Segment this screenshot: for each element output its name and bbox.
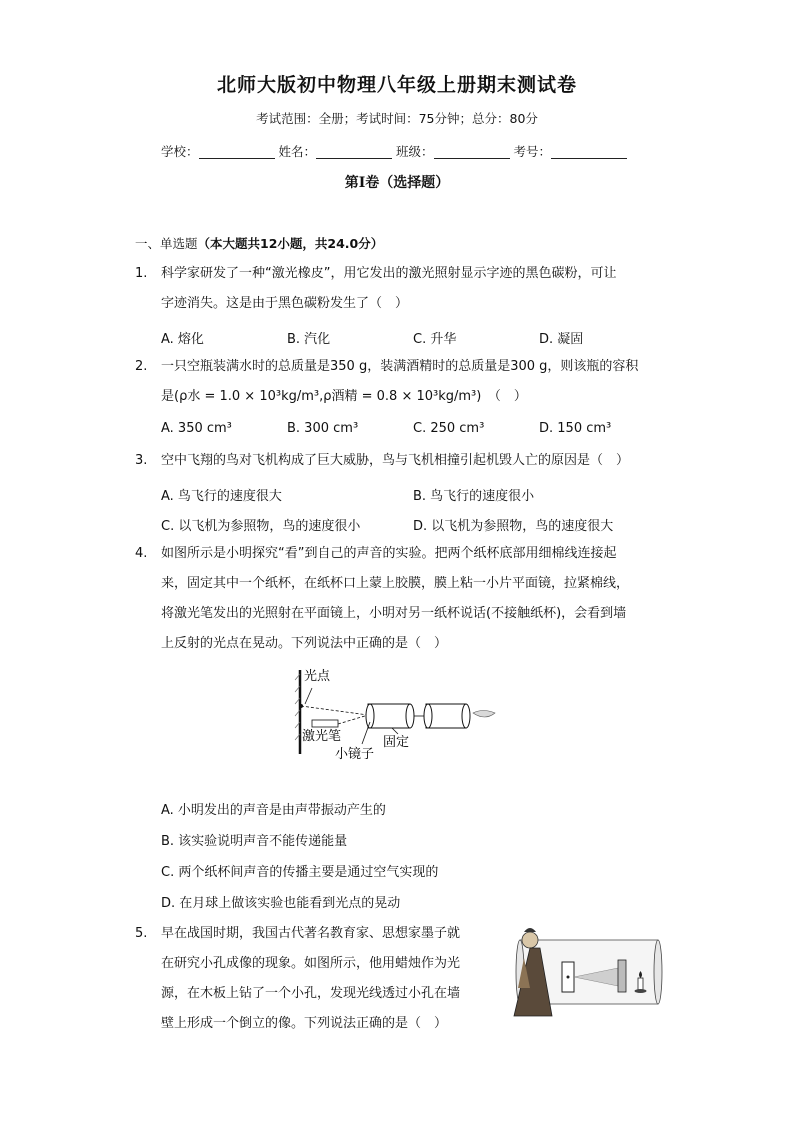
section-heading [135,234,383,252]
option-a: A. 小明发出的声音是由声带振动产生的 [161,803,386,818]
mozi-head [522,932,538,948]
fixed-pointer [392,728,398,734]
fixed-label: 固定 [383,735,410,750]
incident-ray [338,715,368,724]
question-stem-line: 字迹消失。这是由于黑色碳粉发生了（ ） [161,296,409,311]
option-d: D. 凝固 [539,332,584,347]
section-detail: （本大题共12小题，共24.0分） [197,236,384,251]
question-stem-line: 上反射的光点在晃动。下列说法中正确的是（ ） [161,636,448,651]
mirror-label: 小镜子 [335,747,375,762]
question-stem-line: 源，在木板上钻了一个小孔，发现光线透过小孔在墙 [161,986,461,1001]
question-stem-line: 空中飞翔的鸟对飞机构成了巨大威胁，鸟与飞机相撞引起机毁人亡的原因是（ ） [161,453,630,468]
option-a: A. 熔化 [161,332,204,347]
question-stem-line: 在研究小孔成像的现象。如图所示，他用蜡烛作为光 [161,956,461,971]
school-blank [199,144,275,159]
number-blank [551,144,627,159]
mirror-pointer [362,722,370,744]
question-number: 2. [135,359,148,374]
question-stem-line: 科学家研发了一种“激光橡皮”，用它发出的激光照射显示字迹的黑色碳粉，可让 [161,266,617,281]
reflected-ray [301,706,368,715]
class-label: 班级： [396,144,434,159]
student-info-fields [161,142,627,160]
question-number: 3. [135,453,148,468]
question-3 [135,446,655,476]
question-stem-line: 是(ρ水 = 1.0 × 10³kg/m³,ρ酒精 = 0.8 × 10³kg/m³) （ ） [161,389,527,404]
option-c: C. 以飞机为参照物，鸟的速度很小 [161,519,361,534]
option-c: C. 升华 [413,332,457,347]
question-stem-line: 壁上形成一个倒立的像。下列说法正确的是（ ） [161,1016,448,1031]
name-blank [316,144,392,159]
question-1 [135,259,655,319]
school-label: 学校： [161,144,199,159]
option-d: D. 以飞机为参照物，鸟的速度很大 [413,519,614,534]
laser-label: 激光笔 [302,729,342,744]
name-label: 姓名： [278,144,317,159]
class-blank [434,144,510,159]
option-b: B. 300 cm³ [287,421,359,436]
screen-wall [618,960,626,992]
option-b: B. 该实验说明声音不能传递能量 [161,834,348,849]
number-label: 考号： [513,144,552,159]
lips-icon [473,711,495,718]
pinhole-imaging-figure [500,918,665,1018]
page-title: 北师大版初中物理八年级上册期末测试卷 [216,74,577,96]
sound-experiment-figure [290,664,505,764]
exam-info: 考试范围：全册；考试时间：75分钟；总分：80分 [256,111,538,126]
laser-pen [312,720,338,727]
option-a: A. 350 cm³ [161,421,232,436]
option-d: D. 150 cm³ [539,421,612,436]
section-prefix: 一、单选题 [135,236,198,251]
option-b: B. 汽化 [287,332,331,347]
candle-icon [638,978,643,990]
volume-title: 第I卷（选择题） [344,175,450,191]
question-stem-line: 将激光笔发出的光照射在平面镜上，小明对另一纸杯说话(不接触纸杯)，会看到墙 [161,606,627,621]
question-number: 4. [135,546,148,561]
question-number: 5. [135,926,148,941]
option-b: B. 鸟飞行的速度很小 [413,489,535,504]
question-stem-line: 来，固定其中一个纸杯，在纸杯口上蒙上胶膜，膜上粘一小片平面镜，拉紧棉线， [161,576,630,591]
question-stem-line: 早在战国时期，我国古代著名教育家、思想家墨子就 [161,926,461,941]
question-stem-line: 如图所示是小明探究“看”到自己的声音的实验。把两个纸杯底部用细棉线连接起 [161,546,617,561]
option-d: D. 在月球上做该实验也能看到光点的晃动 [161,896,401,911]
spot-label: 光点 [304,669,331,684]
question-5 [135,919,495,1039]
option-a: A. 鸟飞行的速度很大 [161,489,282,504]
question-number: 1. [135,266,148,281]
question-4 [135,539,655,659]
spot-pointer [305,688,312,704]
option-c: C. 两个纸杯间声音的传播主要是通过空气实现的 [161,865,439,880]
option-c: C. 250 cm³ [413,421,485,436]
question-stem-line: 一只空瓶装满水时的总质量是350 g，装满酒精时的总质量是300 g，则该瓶的容积 [161,359,639,374]
question-2 [135,352,655,412]
